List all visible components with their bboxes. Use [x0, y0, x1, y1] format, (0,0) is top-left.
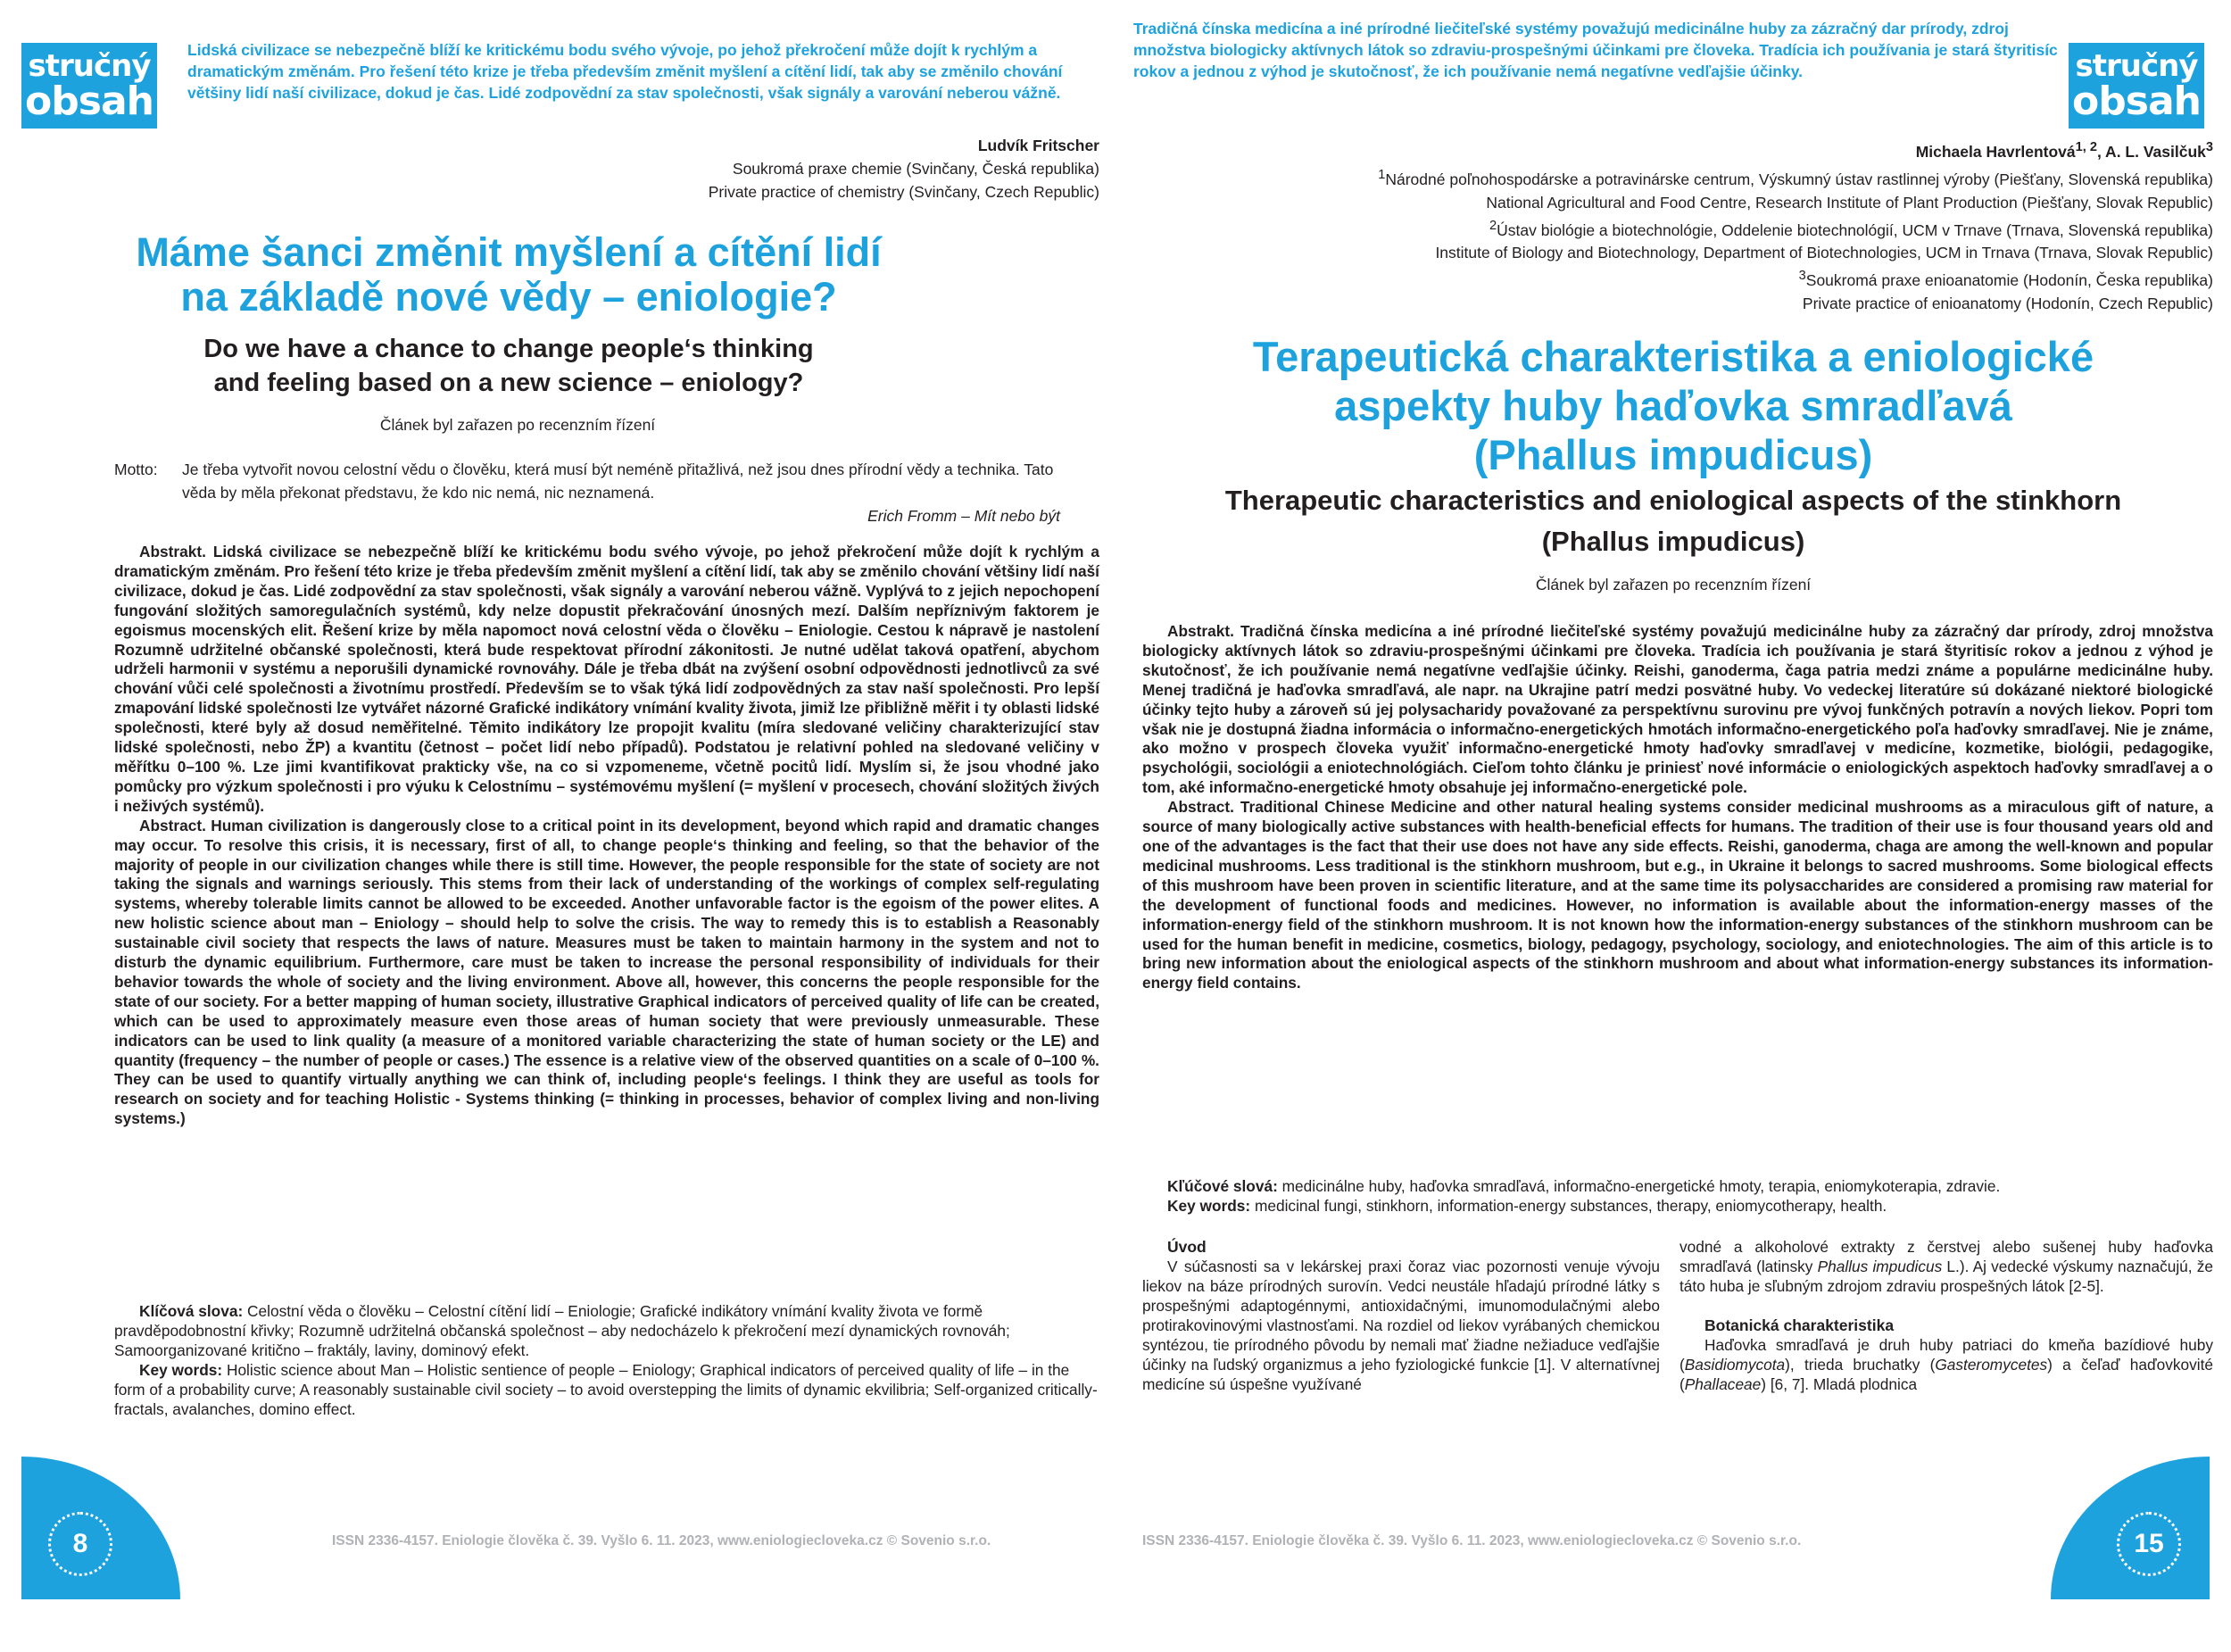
article-title [1151, 332, 2195, 479]
summary-text: Tradičná čínska medicína a iné prírodné liečiteľské systémy považujú medicinálne huby za zázračný dar prírody, zdroj množstva biologicky aktívnych látok so zdraviu-prospešnými účinkami pre človeka. Tradícia ich používania je stará štyritisíc rokov a jednou z výhod je skutočnosť, že ich používanie nemá negatívne vedľajšie účinky. [1133, 20, 2058, 80]
author-block [1133, 136, 2213, 315]
author-name: , A. L. Vasilčuk [2096, 142, 2206, 161]
title-line: aspekty huby haďovka smradľavá [1334, 382, 2012, 429]
aff-sup: 1 [1378, 167, 1386, 182]
review-note: Článek byl zařazen po recenzním řízení [1535, 576, 1812, 594]
page-number: 15 [2117, 1512, 2181, 1576]
motto-label: Motto: [114, 461, 158, 478]
badge-line2: obsah [25, 79, 153, 124]
aff-sup: 3 [1798, 269, 1806, 284]
article-subtitle [1151, 480, 2195, 562]
text-run: ), trieda bruchatky ( [1785, 1356, 1936, 1374]
intro-paragraph: V súčasnosti sa v lekárskej praxi čoraz viac pozornosti venuje vývoju liekov na báze prírodných surovín. Vedci neustále hľadajú prírodné látky s prospešnými adaptogénnymi, antioxidačnými, imunomodulačnými alebo protirakovinovými vlastnosťami. Na rozdiel od liekov vyrábaných chemickou syntézou, tie prírodného pôvodu by nemali mať žiadne nežiaduce vedľajšie účinky na ľudský organizmus a jeho fyziologické funkcie [1]. V alternatívnej medicíne sú úspešne využívané [1142, 1258, 1660, 1393]
right-page [1116, 0, 2231, 1652]
summary-badge [21, 43, 157, 129]
keywords-en-label: Key words: [139, 1361, 223, 1379]
text-run: ) [6, 7]. Mladá plodnica [1761, 1375, 1918, 1393]
keywords-sk: medicinálne huby, haďovka smradľavá, informačno-energetické hmoty, terapia, eniomykoterapia, zdravie. [1281, 1177, 2001, 1195]
abstracts [114, 543, 1099, 1129]
abstract-en: Abstract. Traditional Chinese Medicine and other natural healing systems consider medicinal mushrooms as a miraculous gift of nature, a source of many biologically active substances with health-beneficial effects for humans. The tradition of their use is four thousand years old and one of the advantages is the fact that their use does not have any side effects. Reishi, ganoderma, chaga are among the well-known and popular medicinal mushrooms. Less traditional is the stinkhorn mushroom, but e.g., in Ukraine it belongs to sacred mushrooms. Some biological effects of this mushroom have been proven in scientific literature, and at the same time its polysaccharides are considered a promising raw material for the development of functional foods and medicines. However, no information is available about the information-energy masses of the information-energy field of the stinkhorn mushroom. It is not known how the information-energy substances of the stinkhorn mushroom can be used for the human benefit in medicine, cosmetics, biology, pedagogy, psychology, sociology, and eniotechnologies. The aim of this article is to bring new information about the eniological aspects of the stinkhorn mushroom and about what information-energy substances its information-energy field contains. [1142, 798, 2213, 992]
page-number: 8 [48, 1512, 112, 1576]
latin-name: Gasteromycetes [1935, 1356, 2048, 1374]
title-line: Terapeutická charakteristika a eniologické [1252, 333, 2094, 380]
subtitle-line: (Phallus impudicus) [1541, 526, 1805, 557]
author-name: Ludvík Fritscher [977, 137, 1099, 154]
badge-line2: obsah [2072, 79, 2201, 124]
latin-name: Phallus impudicus [1817, 1258, 1943, 1275]
title-line: (Phallus impudicus) [1473, 431, 1873, 478]
motto [114, 458, 1060, 527]
keywords-cz: Celostní věda o člověku – Celostní cítění lidí – Eniologie; Grafické indikátory vnímání kvality života ve formě pravděpodobnostní křivky; Rozumně udržitelná občanská společnost – aby nedocházelo k překročení mezí dynamických rovnováh; Samoorganizované kritično – fraktály, laviny, dominový efekt. [114, 1302, 1010, 1359]
keywords-en: Holistic science about Man – Holistic sentience of people – Eniology; Graphical indicators of perceived quality of life – in the form of a probability curve; A reasonably sustainable civil society – to avoid overstepping the limits of dynamic ekvilibria; Self-organized critically- fractals, avalanches, domino effect. [114, 1361, 1098, 1418]
text-run: ) a čeľaď haďovkovité ( [1679, 1356, 2213, 1393]
section-heading-intro: Úvod [1167, 1238, 1207, 1256]
text-run: vodné a alkoholové extrakty z čerstvej alebo sušenej huby haďovka smradľavá (latinsky [1679, 1238, 2213, 1275]
text-run: L.). Aj vedecké výskumy naznačujú, že táto huba je sľubným zdrojom zdraviu prospešných látok [2-5]. [1679, 1258, 2213, 1295]
badge-line1: stručný [2075, 48, 2198, 84]
summary-text: Lidská civilizace se nebezpečně blíží ke kritickému bodu svého vývoje, po jehož překročení může dojít k rychlým a dramatickým změnám. Pro řešení této krize je třeba především změnit myšlení a cítění lidí, tak aby se změnilo chování většiny lidí naší civilizace, dokud je čas. Lidé zodpovědní za stav společnosti, však signály a varování neberou vážně. [187, 41, 1063, 102]
aff-text: Soukromá praxe enioanatomie (Hodonín, Česka republika) [1805, 271, 2213, 290]
affiliation [1133, 264, 2213, 292]
author-names [1133, 136, 2213, 163]
keywords-en: medicinal fungi, stinkhorn, information-energy substances, therapy, eniomycotherapy, health. [1254, 1197, 1887, 1215]
abstracts [1142, 622, 2213, 993]
title-line: Máme šanci změnit myšlení a cítění lidí [136, 229, 882, 275]
aff-text: National Agricultural and Food Centre, Research Institute of Plant Production (Piešťany, Slovak Republic) [1486, 193, 2213, 212]
footer-issn: ISSN 2336-4157. Eniologie člověka č. 39. Vyšlo 6. 11. 2023, www.eniologiecloveka.cz © Sovenio s.r.o. [332, 1533, 991, 1548]
aff-text: Institute of Biology and Biotechnology, Department of Biotechnologies, UCM in Trnava (Trnava, Slovak Republic) [1435, 244, 2213, 262]
affiliation-en: Private practice of chemistry (Svinčany, Czech Republic) [708, 183, 1099, 201]
motto-text: Je třeba vytvořit novou celostní vědu o člověku, která musí být neméně přitažlivá, než jsou dnes přírodní vědy a technika. Tato věda by měla překonat představu, že kdo nic nemá, nic neznamená. [182, 461, 1054, 502]
keywords [114, 1301, 1099, 1419]
latin-name: Basidiomycota [1684, 1356, 1786, 1374]
affiliation [1133, 214, 2213, 242]
author-sup: 3 [2205, 140, 2213, 154]
author-block [535, 134, 1099, 203]
abstract-en: Abstract. Human civilization is dangerously close to a critical point in its development, beyond which rapid and dramatic changes may occur. To resolve this crisis, it is necessary, first of all, to change people‘s thinking and feeling, so that the behavior of the majority of people in our civilization changes while there is still time. However, the people responsible for the state of society are not taking the signals and warnings seriously. This stems from their lack of understanding of the workings of complex self-regulating systems, whereby tolerable limits cannot be allowed to be exceeded. Another unfavorable factor is the egoism of the power elites. A new holistic science about man – Eniology – should help to solve the crisis. The way to remedy this is to establish a Reasonably sustainable civil society that respects the laws of nature. Measures must be taken to maintain harmony in the system and not to disturb the dynamic equilibrium. Furthermore, care must be taken to increase the personal responsibility of individuals for their behavior towards the whole of society and the living environment. Above all, however, this concerns the people responsible for the state of our society. For a better mapping of human society, illustrative Graphical indicators of perceived quality of life can be created, which can be used to approximately measure even those areas of human society that were previously unmeasurable. These indicators can be used to link quality (a measure of a monitored variable characterizing the state of human society or the LE) and quantity (frequency – the number of people or cases.) The essence is a relative view of the observed quantities on a scale of 0–100 %. They can be used to quantify virtually anything we can think of, including people‘s feelings. I think they are useful as tools for research on society and for teaching Holistic - Systems thinking (= thinking in processes, behavior of complex living and non-living systems.) [114, 816, 1099, 1128]
title-line: na základě nové vědy – eniologie? [180, 274, 837, 320]
subtitle-line: Do we have a chance to change people‘s thinking [203, 335, 814, 363]
botany-paragraph [1679, 1335, 2213, 1394]
latin-name: Phallaceae [1684, 1375, 1762, 1393]
affiliation-cz: Soukromá praxe chemie (Svinčany, Česká republika) [732, 160, 1099, 178]
keywords-en-label: Key words: [1167, 1197, 1251, 1215]
author-sup: 1, 2 [2075, 140, 2097, 154]
author-name: Michaela Havrlentová [1915, 142, 2076, 161]
subtitle-line: Therapeutic characteristics and eniological aspects of the stinkhorn [1224, 485, 2122, 516]
keywords-cz-label: Klíčová slova: [139, 1302, 244, 1320]
text-run: Haďovka smradľavá je druh huby patriaci do kmeňa bazídiové huby ( [1679, 1336, 2213, 1374]
abstract-sk: Abstrakt. Tradičná čínska medicína a iné prírodné liečiteľské systémy považujú medicinálne huby za zázračný dar prírody, zdroj množstva biologicky aktívnych látok so zdraviu-prospešnými účinkami pre človeka. Tradícia ich používania je stará štyritisíc rokov a jednou z výhod je skutočnosť, že ich používanie nemá negatívne vedľajšie účinky. Reishi, ganoderma, čaga patria medzi známe a populárne medicinálne huby. Menej tradičná je haďovka smradľavá, ale napr. na Ukrajine patrí medzi posvätné huby. Vo vedeckej literatúre sú dokázané niektoré biologické účinky tejto huby a zároveň sú jej polysacharidy považované za perspektívnu surovinu pre vývoj funkčných potravín a nových liekov. Popri tom však nie je dostupná žiadna informácia o informačno-energetických hmotách informačno-energetického poľa haďovky smradľavej. Nie je známe, ako možno v prospech človeka využiť informačno-energetické hmoty haďovky smradľavej v medicíne, kozmetike, biológii, pedagogike, psychológii, sociológii a eniotechnológiách. Cieľom tohto článku je priniesť nové informácie o eniologických aspektoch haďovky smradľavej a o tom, aké informačno-energetické hmoty obsahuje jej informačno-energetické pole. [1142, 622, 2213, 797]
affiliation [1133, 191, 2213, 214]
keywords-sk-label: Kľúčové slová: [1167, 1177, 1278, 1195]
article-title [107, 230, 910, 320]
badge-line1: stručný [28, 48, 151, 84]
aff-text: Private practice of enioanatomy (Hodonín, Czech Republic) [1802, 295, 2213, 313]
aff-text: Ústav biológie a biotechnológie, Oddelenie biotechnológií, UCM v Trnave (Trnava, Slovenská republika) [1497, 220, 2213, 239]
review-note: Článek byl zařazen po recenzním řízení [379, 416, 656, 434]
intro-paragraph-cont [1679, 1237, 2213, 1296]
body-column-2 [1679, 1237, 2213, 1394]
affiliation [1133, 163, 2213, 191]
abstract-cz: Abstrakt. Lidská civilizace se nebezpečně blíží ke kritickému bodu svého vývoje, po jehož překročení může dojít k rychlým a dramatickým změnám. Pro řešení této krize je třeba především změnit myšlení a cítění lidí, tak aby se změnilo chování většiny lidí naší civilizace, dokud je čas. Lidé zodpovědní za stav společnosti, však signály a varování neberou vážně. Vyplývá to z jejich nepochopení fungování složitých samoregulačních systémů, kdy nelze dopustit překračování únosných mezí. Dalším nepříznivým faktorem je egoismus mocenských elit. Řešení krize by měla napomoct nová celostní věda o člověku – Eniologie. Cestou k nápravě je nastolení Rozumně udržitelné občanské společnosti, která bude respektovat přírodní zákonitosti. Je nutné udělat taková opatření, abychom udrželi harmonii v systému a neporušili dynamické rovnováhy. Dále je třeba dbát na zvýšení osobní odpovědnosti jednotlivců za své chování vůči celé společnosti a životnímu prostředí. Především se to však týká lidí zodpovědných za stav naší společnosti. Pro lepší zmapování lidské společnosti lze vytvářet názorné Grafické indikátory vnímání kvality života, jimiž lze přibližně měřit i ty oblasti lidské společnosti, které byly až dosud neměřitelné. Těmito indikátory lze propojit kvalitu (míra sledované veličiny charakterizující stav lidské společnosti, nebo ŽP) a kvantitu (četnost – počet lidí nebo případů). Podstatou je relativní pohled na sledované veličiny v měřítku 0–100 %. Lze jimi kvantifikovat prakticky vše, na co si vzpomeneme, včetně pocitů lidí. Myslím si, že jsou vhodné jako pomůcky pro výzkum společnosti i pro výuku k Celostnímu – systémovému myšlení (= myšlení v procesech, chování složitých živých i neživých systémů). [114, 543, 1099, 815]
footer-issn: ISSN 2336-4157. Eniologie člověka č. 39. Vyšlo 6. 11. 2023, www.eniologiecloveka.cz © Sovenio s.r.o. [1142, 1533, 1802, 1548]
section-heading-botany: Botanická charakteristika [1704, 1316, 1895, 1334]
affiliation [1133, 241, 2213, 264]
aff-sup: 2 [1489, 218, 1497, 233]
article-subtitle [143, 332, 875, 400]
subtitle-line: and feeling based on a new science – eniology? [213, 369, 804, 397]
affiliation [1133, 292, 2213, 315]
keywords [1142, 1176, 2213, 1216]
aff-text: Národné poľnohospodárske a potravinárske centrum, Výskumný ústav rastlinnej výroby (Piešťany, Slovenská republika) [1385, 170, 2213, 188]
summary-badge [2069, 43, 2204, 129]
body-column-1 [1142, 1237, 1660, 1394]
motto-source: Erich Fromm – Mít nebo být [867, 507, 1060, 525]
